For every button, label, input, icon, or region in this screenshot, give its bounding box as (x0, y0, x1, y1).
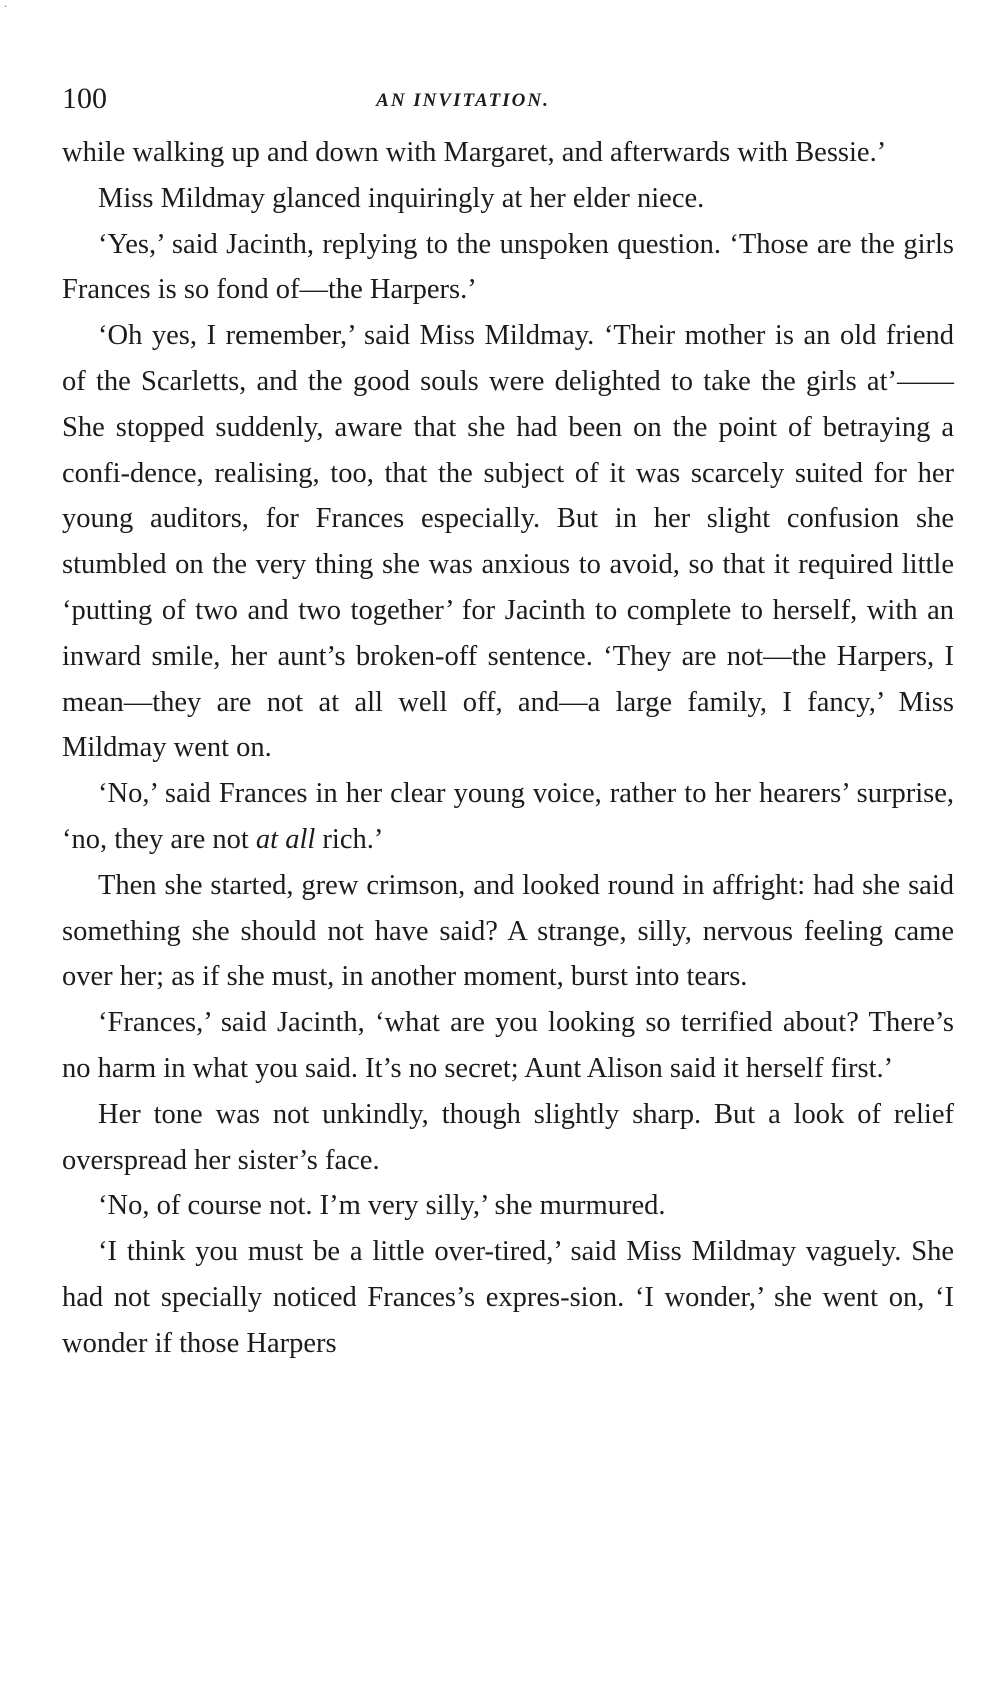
paragraph (62, 1092, 954, 1184)
paragraph-text: Her tone was not unkindly, though slightly sharp. But a look of relief overspread her sister’s face. (62, 1098, 954, 1176)
paragraph-text: Then she started, grew crimson, and looked round in affright: had she said something she should not have said? A strange, silly, nervous feeling came over her; as if she must, in another moment, burst into tears. (62, 869, 954, 993)
paragraph (62, 771, 954, 863)
paragraph-text: Miss Mildmay glanced inquiringly at her elder niece. (98, 182, 705, 214)
paragraph-text: ‘Yes,’ said Jacinth, replying to the unspoken question. ‘Those are the girls Frances is so fond of—the Harpers.’ (62, 228, 954, 306)
paragraph-text: ‘No, of course not. I’m very silly,’ she murmured. (98, 1190, 666, 1222)
page-header (62, 74, 954, 124)
paragraph-text: rich.’ (315, 823, 384, 855)
page-number: 100 (62, 82, 107, 115)
corner-speck: ․ (4, 0, 8, 10)
paragraph-text: ‘I think you must be a little over-tired,’ said Miss Mildmay vaguely. She had not specially noticed Frances’s expres-sion. ‘I wonder,’ she went on, ‘I wonder if those Harpers (62, 1236, 954, 1359)
running-head: AN INVITATION. (376, 90, 550, 111)
paragraph (62, 1183, 954, 1229)
italic-text: at all (255, 823, 316, 855)
paragraph-text: while walking up and down with Margaret, and afterwards with Bessie.’ (62, 137, 887, 168)
paragraph (62, 130, 954, 176)
paragraph (62, 1000, 954, 1092)
paragraph (62, 863, 954, 1000)
paragraph-text: ‘Oh yes, I remember,’ said Miss Mildmay. ‘Their mother is an old friend of the Scarletts, and the good souls were delighted to take the girls at’—— She stopped suddenly, aware that she had been on the point of betraying a confi-dence, realising, too, that the subject of it was scarcely suited for her young auditors, for Frances especially. But in her slight confusion she stumbled on the very thing she was anxious to avoid, so that it required little ‘putting of two and two together’ for Jacinth to complete to herself, with an inward smile, her aunt’s broken-off sentence. ‘They are not—the Harpers, I mean—they are not at all well off, and—a large family, I fancy,’ Miss Mildmay went on. (62, 320, 954, 764)
paragraph-text: ‘Frances,’ said Jacinth, ‘what are you looking so terrified about? There’s no harm in what you said. It’s no secret; Aunt Alison said it herself first.’ (62, 1007, 954, 1084)
paragraph (62, 1229, 954, 1366)
paragraph (62, 176, 954, 222)
paragraph (62, 313, 954, 771)
paragraph-text: ‘No,’ said Frances in her clear young voice, rather to her hearers’ surprise, ‘no, they are not (62, 778, 954, 855)
body-text (62, 130, 954, 1367)
paragraph (62, 222, 954, 314)
